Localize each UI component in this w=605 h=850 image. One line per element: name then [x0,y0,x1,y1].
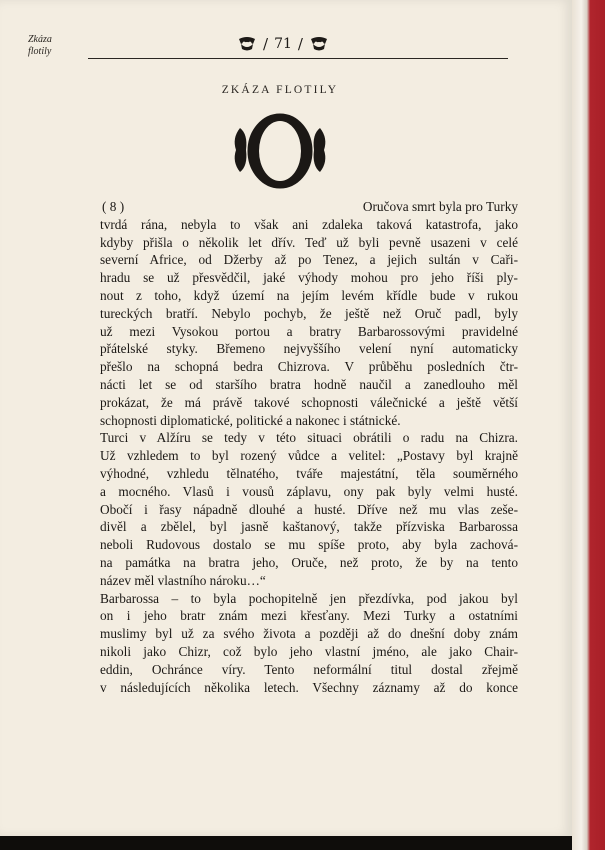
page-number: 71 [274,36,292,52]
ornament-icon [309,36,329,52]
text-line: Obočí i řasy nápadně dlouhé a husté. Dříve než mu vlas zeše- [100,501,518,517]
text-line: neboli Rudovous dostalo se mu spíše proto, aby byla zachová- [100,537,518,553]
folio-separator-right: / [297,35,303,53]
book-spine-edge [572,0,605,850]
text-line: výhodné, vzhledu tělnatého, tváře majestátní, těla souměrného [100,465,518,481]
section-number: ( 8 ) [102,199,125,214]
text-line: a mocného. Vlasů i vousů záplavu, ony pak byly velmi husté. [100,483,518,499]
text-line: Barbarossa – to byla pochopitelně jen přezdívka, pod jakou byl [100,590,518,606]
folio-separator-left: / [263,35,269,53]
text-line: eddin, Ochránce víry. Tento neformální titul dostal zřejmě [100,661,518,677]
text-line: divěl a zbělel, byl jasně kaštanový, takže přízviska Barbarossa [100,519,518,535]
margin-note-line-1: Zkáza [28,34,52,45]
text-line: hradu se už přesvědčil, jaké výhody mohou pro jeho říši ply- [100,270,518,286]
text-line: tureckých bratří. Nebylo pochyb, že ještě než Oruč padl, byly [100,305,518,321]
ornament-icon [237,36,257,52]
chapter-title: ZKÁZA FLOTILY [221,84,339,96]
header-rule [88,58,508,59]
text-line: nout z toho, když území na jejím levém křídle bude v rukou [100,287,518,303]
text-line: prokázat, že má právě takové schopnosti válečnické a ještě větší [100,394,518,410]
text-line: název měl vlastního nároku…“ [100,572,266,588]
text-line: kdyby přišla o několik let dřív. Teď už byli pevně usazeni v celé [100,234,518,250]
drop-cap-o-icon [230,108,330,192]
text-line: severní Africe, od Džerby až po Tenez, a jejich sultán v Caři- [100,252,518,268]
text-line: tvrdá rána, nebyla to však ani zdaleka taková katastrofa, jako [100,216,518,232]
first-line [100,198,518,216]
running-margin-note [28,34,88,58]
body-text [100,198,518,696]
text-line: schopnosti diplomatické, politické a nakonec i státnické. [100,412,401,428]
text-line: přátelské styky. Břemeno nejvyššího velení nyní automaticky [100,341,518,357]
text-line: nácti let se od staršího bratra hodně naučil a zanedlouho měl [100,376,518,392]
text-line: on i jeho bratr znám mezi křesťany. Mezi Turky a ostatními [100,608,518,624]
text-line: už mezi Vysokou portou a bratry Barbarossovými pravidelné [100,323,518,339]
margin-note-line-2: flotily [28,46,52,57]
page-folio [228,33,338,55]
text-line: na památka na bratra jeho, Oruče, než proto, že by na tento [100,554,518,570]
text-line: Už vzhledem to byl rozený vůdce a velitel: „Postavy byl krajně [100,448,518,464]
text-line: muslimy byl už za svého života a později až do dnešní doby znám [100,626,518,642]
text-line: přešlo na schopná bedra Chizrova. V průběhu posledních čtr- [100,359,518,375]
text-line: v následujících několika letech. Všechny záznamy až do konce [100,679,518,695]
text-line: Turci v Alžíru se tedy v této situaci obrátili o radu na Chizra. [100,430,518,446]
page-bottom-shadow [0,836,572,850]
first-line-text: Oručova smrt byla pro Turky [362,199,518,214]
text-line: nikoli jako Chizr, což bylo jeho vlastní jméno, ale jako Chair- [100,643,518,659]
